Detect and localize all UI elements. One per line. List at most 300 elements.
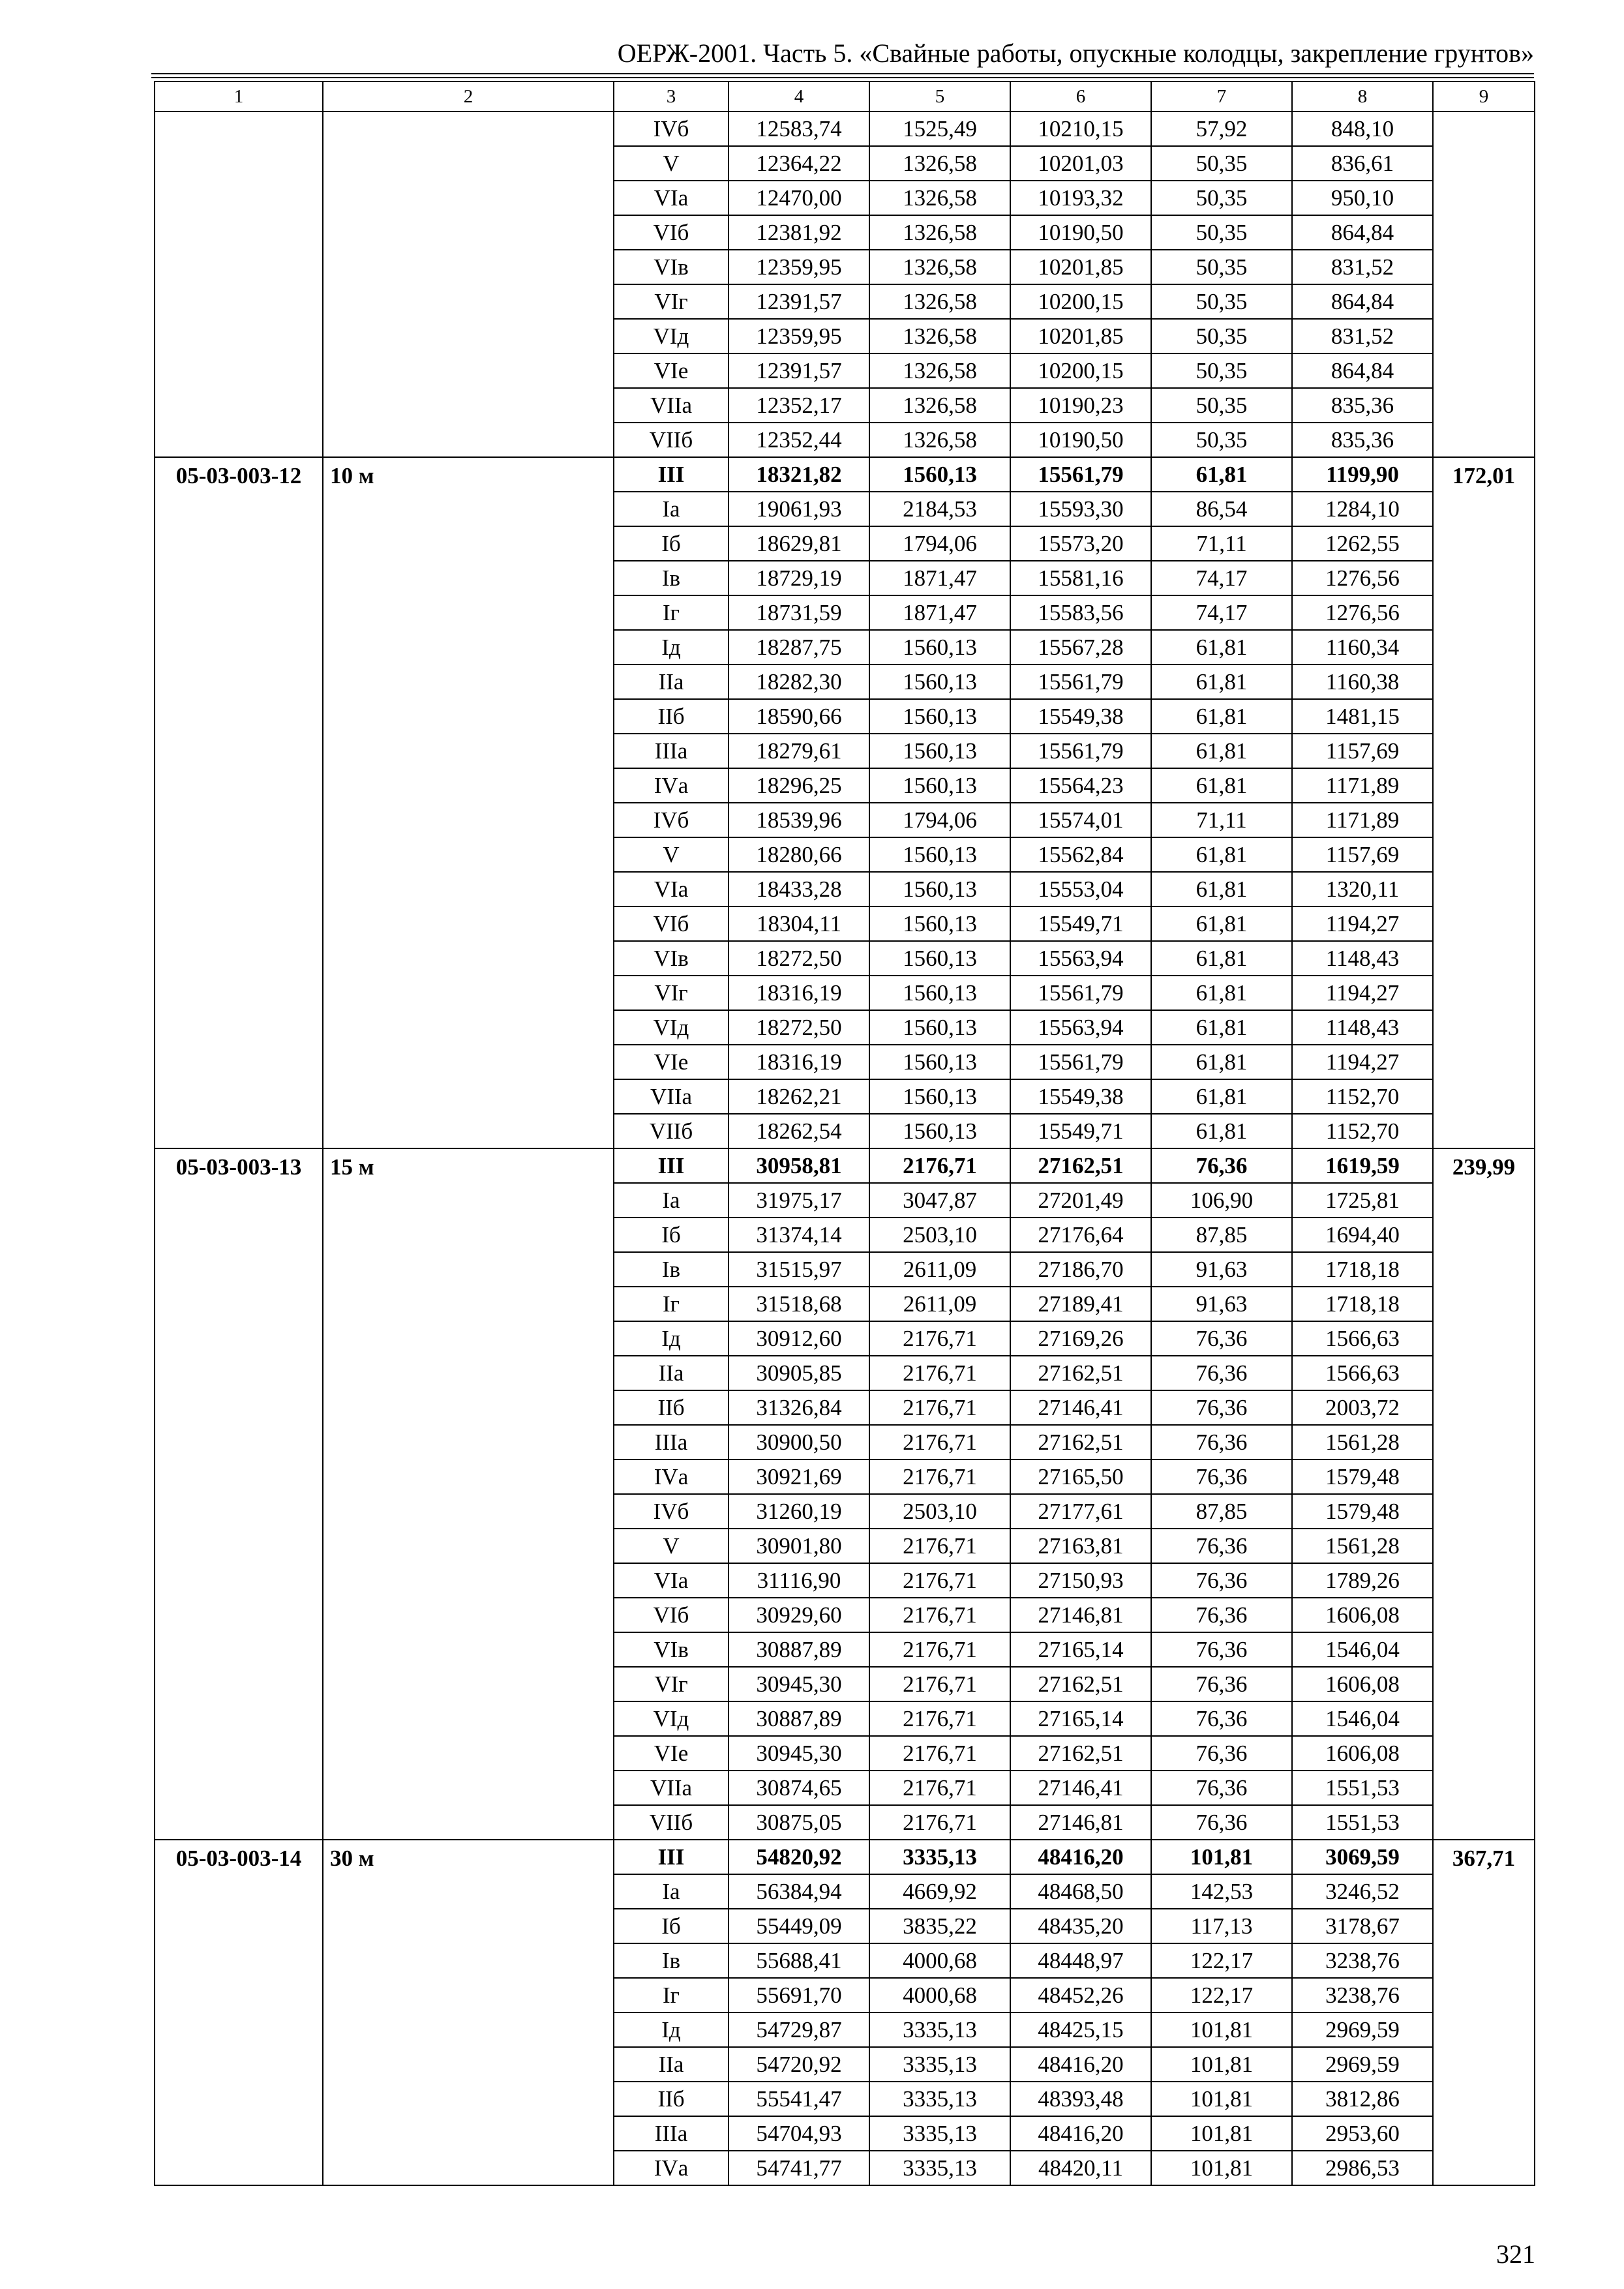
value-cell: 1326,58	[869, 319, 1010, 353]
value-cell: 1566,63	[1292, 1356, 1433, 1390]
page-number: 321	[1496, 2239, 1535, 2269]
value-cell: 76,36	[1151, 1805, 1292, 1840]
value-cell: 15549,71	[1010, 906, 1151, 941]
value-cell: 15549,71	[1010, 1114, 1151, 1148]
value-cell: 1694,40	[1292, 1218, 1433, 1252]
zone-cell: IVб	[614, 1494, 729, 1529]
column-number-cell: 6	[1010, 82, 1151, 112]
value-cell: 50,35	[1151, 284, 1292, 319]
value-cell: 50,35	[1151, 319, 1292, 353]
value-cell: 2176,71	[869, 1390, 1010, 1425]
value-cell: 18729,19	[729, 561, 869, 595]
value-cell: 15567,28	[1010, 630, 1151, 665]
value-cell: 27186,70	[1010, 1252, 1151, 1287]
value-cell: 101,81	[1151, 2151, 1292, 2185]
value-cell: 27146,81	[1010, 1805, 1151, 1840]
value-cell: 1561,28	[1292, 1425, 1433, 1459]
value-cell: 1606,08	[1292, 1667, 1433, 1701]
value-cell: 27162,51	[1010, 1736, 1151, 1771]
page-header-title: ОЕРЖ-2001. Часть 5. «Свайные работы, опускные колодцы, закрепление грунтов»	[617, 38, 1534, 68]
value-cell: 864,84	[1292, 353, 1433, 388]
value-cell: 54741,77	[729, 2151, 869, 2185]
value-cell: 15583,56	[1010, 595, 1151, 630]
rate-name-cell	[323, 112, 614, 457]
value-cell: 30875,05	[729, 1805, 869, 1840]
value-cell: 55449,09	[729, 1909, 869, 1943]
value-cell: 31326,84	[729, 1390, 869, 1425]
value-cell: 30945,30	[729, 1667, 869, 1701]
value-cell: 1326,58	[869, 250, 1010, 284]
value-cell: 27201,49	[1010, 1183, 1151, 1218]
value-cell: 31374,14	[729, 1218, 869, 1252]
value-cell: 61,81	[1151, 941, 1292, 976]
value-cell: 87,85	[1151, 1218, 1292, 1252]
value-cell: 48416,20	[1010, 2047, 1151, 2082]
value-cell: 15562,84	[1010, 837, 1151, 872]
value-cell: 101,81	[1151, 2047, 1292, 2082]
value-cell: 18321,82	[729, 457, 869, 492]
value-cell: 87,85	[1151, 1494, 1292, 1529]
value-cell: 76,36	[1151, 1529, 1292, 1563]
value-cell: 61,81	[1151, 1114, 1292, 1148]
value-cell: 74,17	[1151, 595, 1292, 630]
value-cell: 122,17	[1151, 1978, 1292, 2012]
value-cell: 1262,55	[1292, 526, 1433, 561]
value-cell: 27165,14	[1010, 1701, 1151, 1736]
zone-cell: VIIб	[614, 423, 729, 457]
value-cell: 1157,69	[1292, 734, 1433, 768]
value-cell: 950,10	[1292, 181, 1433, 215]
value-cell: 61,81	[1151, 457, 1292, 492]
value-cell: 55691,70	[729, 1978, 869, 2012]
value-cell: 48448,97	[1010, 1943, 1151, 1978]
value-cell: 76,36	[1151, 1563, 1292, 1598]
value-cell: 12391,57	[729, 284, 869, 319]
value-cell: 2176,71	[869, 1148, 1010, 1183]
value-cell: 76,36	[1151, 1667, 1292, 1701]
value-cell: 1276,56	[1292, 595, 1433, 630]
value-cell: 3335,13	[869, 2151, 1010, 2185]
value-cell: 12359,95	[729, 250, 869, 284]
value-cell: 27162,51	[1010, 1148, 1151, 1183]
value-cell: 12583,74	[729, 112, 869, 146]
value-cell: 101,81	[1151, 2116, 1292, 2151]
value-cell: 54704,93	[729, 2116, 869, 2151]
value-cell: 1320,11	[1292, 872, 1433, 906]
zone-cell: III	[614, 457, 729, 492]
value-cell: 10200,15	[1010, 284, 1151, 319]
zone-cell: VIе	[614, 1045, 729, 1079]
zone-cell: VIа	[614, 872, 729, 906]
value-cell: 3238,76	[1292, 1943, 1433, 1978]
value-cell: 61,81	[1151, 837, 1292, 872]
zone-cell: VIб	[614, 215, 729, 250]
value-cell: 117,13	[1151, 1909, 1292, 1943]
value-cell: 1560,13	[869, 1114, 1010, 1148]
value-cell: 2176,71	[869, 1736, 1010, 1771]
value-cell: 2176,71	[869, 1598, 1010, 1632]
value-cell: 1148,43	[1292, 1010, 1433, 1045]
column-number-cell: 5	[869, 82, 1010, 112]
zone-cell: IIIа	[614, 2116, 729, 2151]
zone-cell: VIв	[614, 250, 729, 284]
value-cell: 55541,47	[729, 2082, 869, 2116]
zone-cell: VIд	[614, 1010, 729, 1045]
zone-cell: Iв	[614, 1943, 729, 1978]
column-number-row	[155, 82, 1535, 112]
value-cell: 1560,13	[869, 1010, 1010, 1045]
value-cell: 76,36	[1151, 1632, 1292, 1667]
value-cell: 15564,23	[1010, 768, 1151, 803]
value-cell: 1871,47	[869, 595, 1010, 630]
value-cell: 1284,10	[1292, 492, 1433, 526]
value-cell: 15549,38	[1010, 699, 1151, 734]
value-cell: 10190,50	[1010, 423, 1151, 457]
value-cell: 18539,96	[729, 803, 869, 837]
value-cell: 10190,23	[1010, 388, 1151, 423]
value-cell: 1326,58	[869, 181, 1010, 215]
value-cell: 30958,81	[729, 1148, 869, 1183]
column-number-cell: 3	[614, 82, 729, 112]
zone-cell: Iб	[614, 526, 729, 561]
column-number-cell: 4	[729, 82, 869, 112]
value-cell: 1194,27	[1292, 976, 1433, 1010]
value-cell: 12470,00	[729, 181, 869, 215]
value-cell: 2176,71	[869, 1425, 1010, 1459]
zone-cell: VIб	[614, 1598, 729, 1632]
value-cell: 1560,13	[869, 837, 1010, 872]
value-cell: 27169,26	[1010, 1321, 1151, 1356]
value-cell: 30887,89	[729, 1701, 869, 1736]
value-cell: 27165,50	[1010, 1459, 1151, 1494]
table-row	[155, 1148, 1535, 1183]
value-cell: 15563,94	[1010, 941, 1151, 976]
value-cell: 1152,70	[1292, 1079, 1433, 1114]
zone-cell: III	[614, 1840, 729, 1874]
value-cell: 61,81	[1151, 665, 1292, 699]
value-cell: 31116,90	[729, 1563, 869, 1598]
value-cell: 74,17	[1151, 561, 1292, 595]
value-cell: 3812,86	[1292, 2082, 1433, 2116]
value-cell: 3069,59	[1292, 1840, 1433, 1874]
zone-cell: IVа	[614, 2151, 729, 2185]
value-cell: 30874,65	[729, 1771, 869, 1805]
value-cell: 2176,71	[869, 1805, 1010, 1840]
value-cell: 48468,50	[1010, 1874, 1151, 1909]
value-cell: 2986,53	[1292, 2151, 1433, 2185]
value-cell: 1148,43	[1292, 941, 1433, 976]
value-cell: 50,35	[1151, 250, 1292, 284]
value-cell: 50,35	[1151, 215, 1292, 250]
value-cell: 2176,71	[869, 1459, 1010, 1494]
value-cell: 835,36	[1292, 388, 1433, 423]
value-cell: 48435,20	[1010, 1909, 1151, 1943]
value-cell: 1560,13	[869, 665, 1010, 699]
column-9-cell: 239,99	[1433, 1148, 1535, 1840]
value-cell: 15561,79	[1010, 734, 1151, 768]
zone-cell: Iа	[614, 1874, 729, 1909]
value-cell: 2969,59	[1292, 2012, 1433, 2047]
value-cell: 12352,17	[729, 388, 869, 423]
value-cell: 61,81	[1151, 872, 1292, 906]
value-cell: 2176,71	[869, 1667, 1010, 1701]
value-cell: 18304,11	[729, 906, 869, 941]
value-cell: 1789,26	[1292, 1563, 1433, 1598]
rate-name-cell: 15 м	[323, 1148, 614, 1840]
value-cell: 10200,15	[1010, 353, 1151, 388]
value-cell: 10201,85	[1010, 319, 1151, 353]
value-cell: 1871,47	[869, 561, 1010, 595]
value-cell: 1560,13	[869, 1045, 1010, 1079]
value-cell: 101,81	[1151, 1840, 1292, 1874]
column-number-cell: 7	[1151, 82, 1292, 112]
value-cell: 30900,50	[729, 1425, 869, 1459]
value-cell: 18731,59	[729, 595, 869, 630]
value-cell: 76,36	[1151, 1356, 1292, 1390]
value-cell: 2176,71	[869, 1563, 1010, 1598]
value-cell: 3335,13	[869, 2047, 1010, 2082]
column-number-cell: 1	[155, 82, 323, 112]
value-cell: 61,81	[1151, 768, 1292, 803]
value-cell: 76,36	[1151, 1425, 1292, 1459]
value-cell: 848,10	[1292, 112, 1433, 146]
value-cell: 18279,61	[729, 734, 869, 768]
value-cell: 831,52	[1292, 250, 1433, 284]
zone-cell: IVа	[614, 1459, 729, 1494]
value-cell: 30887,89	[729, 1632, 869, 1667]
value-cell: 15563,94	[1010, 1010, 1151, 1045]
value-cell: 3178,67	[1292, 1909, 1433, 1943]
value-cell: 91,63	[1151, 1252, 1292, 1287]
value-cell: 76,36	[1151, 1701, 1292, 1736]
value-cell: 76,36	[1151, 1148, 1292, 1183]
value-cell: 50,35	[1151, 181, 1292, 215]
value-cell: 15561,79	[1010, 665, 1151, 699]
value-cell: 1606,08	[1292, 1598, 1433, 1632]
value-cell: 2176,71	[869, 1529, 1010, 1563]
value-cell: 1276,56	[1292, 561, 1433, 595]
value-cell: 2969,59	[1292, 2047, 1433, 2082]
value-cell: 30921,69	[729, 1459, 869, 1494]
zone-cell: VIе	[614, 353, 729, 388]
value-cell: 48452,26	[1010, 1978, 1151, 2012]
value-cell: 2003,72	[1292, 1390, 1433, 1425]
value-cell: 3335,13	[869, 2082, 1010, 2116]
zone-cell: IIIа	[614, 1425, 729, 1459]
value-cell: 54820,92	[729, 1840, 869, 1874]
value-cell: 1326,58	[869, 423, 1010, 457]
rate-code-cell: 05-03-003-14	[155, 1840, 323, 2185]
zone-cell: Iа	[614, 1183, 729, 1218]
table-row	[155, 1840, 1535, 1874]
zone-cell: Iг	[614, 595, 729, 630]
zone-cell: Iб	[614, 1909, 729, 1943]
column-9-cell: 367,71	[1433, 1840, 1535, 2185]
header-rule	[151, 73, 1534, 74]
zone-cell: IIIа	[614, 734, 729, 768]
value-cell: 1718,18	[1292, 1252, 1433, 1287]
value-cell: 1560,13	[869, 906, 1010, 941]
column-number-cell: 9	[1433, 82, 1535, 112]
zone-cell: IVб	[614, 112, 729, 146]
value-cell: 1525,49	[869, 112, 1010, 146]
value-cell: 54720,92	[729, 2047, 869, 2082]
value-cell: 50,35	[1151, 353, 1292, 388]
value-cell: 1326,58	[869, 353, 1010, 388]
zone-cell: IIа	[614, 665, 729, 699]
value-cell: 10193,32	[1010, 181, 1151, 215]
value-cell: 1560,13	[869, 457, 1010, 492]
value-cell: 18433,28	[729, 872, 869, 906]
zone-cell: Iд	[614, 2012, 729, 2047]
value-cell: 76,36	[1151, 1390, 1292, 1425]
value-cell: 18272,50	[729, 1010, 869, 1045]
value-cell: 61,81	[1151, 906, 1292, 941]
value-cell: 31515,97	[729, 1252, 869, 1287]
value-cell: 1326,58	[869, 146, 1010, 181]
value-cell: 15561,79	[1010, 457, 1151, 492]
value-cell: 61,81	[1151, 734, 1292, 768]
value-cell: 55688,41	[729, 1943, 869, 1978]
value-cell: 1619,59	[1292, 1148, 1433, 1183]
value-cell: 48425,15	[1010, 2012, 1151, 2047]
value-cell: 50,35	[1151, 423, 1292, 457]
zone-cell: VIг	[614, 284, 729, 319]
value-cell: 106,90	[1151, 1183, 1292, 1218]
value-cell: 1326,58	[869, 388, 1010, 423]
zone-cell: VIIа	[614, 1771, 729, 1805]
value-cell: 15574,01	[1010, 803, 1151, 837]
value-cell: 27189,41	[1010, 1287, 1151, 1321]
zone-cell: Iв	[614, 1252, 729, 1287]
value-cell: 2176,71	[869, 1771, 1010, 1805]
value-cell: 1579,48	[1292, 1459, 1433, 1494]
value-cell: 101,81	[1151, 2082, 1292, 2116]
value-cell: 1561,28	[1292, 1529, 1433, 1563]
zone-cell: V	[614, 146, 729, 181]
value-cell: 2176,71	[869, 1321, 1010, 1356]
value-cell: 2184,53	[869, 492, 1010, 526]
value-cell: 27162,51	[1010, 1425, 1151, 1459]
zone-cell: VIIа	[614, 1079, 729, 1114]
value-cell: 2503,10	[869, 1494, 1010, 1529]
value-cell: 27150,93	[1010, 1563, 1151, 1598]
zone-cell: IIа	[614, 2047, 729, 2082]
zone-cell: VIд	[614, 319, 729, 353]
value-cell: 2503,10	[869, 1218, 1010, 1252]
value-cell: 27162,51	[1010, 1356, 1151, 1390]
value-cell: 15593,30	[1010, 492, 1151, 526]
value-cell: 1194,27	[1292, 906, 1433, 941]
zone-cell: VIв	[614, 941, 729, 976]
value-cell: 18316,19	[729, 976, 869, 1010]
value-cell: 18296,25	[729, 768, 869, 803]
value-cell: 27162,51	[1010, 1667, 1151, 1701]
value-cell: 1560,13	[869, 699, 1010, 734]
value-cell: 76,36	[1151, 1736, 1292, 1771]
value-cell: 1560,13	[869, 630, 1010, 665]
value-cell: 18262,21	[729, 1079, 869, 1114]
zone-cell: Iг	[614, 1978, 729, 2012]
value-cell: 48420,11	[1010, 2151, 1151, 2185]
value-cell: 30929,60	[729, 1598, 869, 1632]
value-cell: 101,81	[1151, 2012, 1292, 2047]
rate-name-cell: 10 м	[323, 457, 614, 1148]
value-cell: 61,81	[1151, 1010, 1292, 1045]
zone-cell: VIIб	[614, 1114, 729, 1148]
value-cell: 76,36	[1151, 1459, 1292, 1494]
value-cell: 1606,08	[1292, 1736, 1433, 1771]
value-cell: 1481,15	[1292, 699, 1433, 734]
zone-cell: Iб	[614, 1218, 729, 1252]
value-cell: 4000,68	[869, 1943, 1010, 1978]
value-cell: 18316,19	[729, 1045, 869, 1079]
value-cell: 48416,20	[1010, 2116, 1151, 2151]
value-cell: 31518,68	[729, 1287, 869, 1321]
value-cell: 27163,81	[1010, 1529, 1151, 1563]
value-cell: 76,36	[1151, 1771, 1292, 1805]
value-cell: 3835,22	[869, 1909, 1010, 1943]
value-cell: 71,11	[1151, 803, 1292, 837]
value-cell: 1171,89	[1292, 768, 1433, 803]
value-cell: 18282,30	[729, 665, 869, 699]
zone-cell: IVа	[614, 768, 729, 803]
value-cell: 18629,81	[729, 526, 869, 561]
value-cell: 1171,89	[1292, 803, 1433, 837]
rates-table	[154, 81, 1535, 2186]
header-rule	[151, 77, 1534, 78]
value-cell: 30901,80	[729, 1529, 869, 1563]
zone-cell: VIа	[614, 1563, 729, 1598]
value-cell: 30945,30	[729, 1736, 869, 1771]
value-cell: 57,92	[1151, 112, 1292, 146]
value-cell: 1718,18	[1292, 1287, 1433, 1321]
zone-cell: VIа	[614, 181, 729, 215]
zone-cell: Iв	[614, 561, 729, 595]
zone-cell: Iд	[614, 630, 729, 665]
value-cell: 48393,48	[1010, 2082, 1151, 2116]
value-cell: 831,52	[1292, 319, 1433, 353]
value-cell: 1560,13	[869, 768, 1010, 803]
value-cell: 2953,60	[1292, 2116, 1433, 2151]
value-cell: 3238,76	[1292, 1978, 1433, 2012]
value-cell: 61,81	[1151, 699, 1292, 734]
value-cell: 1579,48	[1292, 1494, 1433, 1529]
value-cell: 10210,15	[1010, 112, 1151, 146]
value-cell: 1560,13	[869, 941, 1010, 976]
value-cell: 10201,03	[1010, 146, 1151, 181]
value-cell: 1199,90	[1292, 457, 1433, 492]
zone-cell: VIд	[614, 1701, 729, 1736]
column-9-cell: 172,01	[1433, 457, 1535, 1148]
value-cell: 1546,04	[1292, 1701, 1433, 1736]
value-cell: 12364,22	[729, 146, 869, 181]
value-cell: 1560,13	[869, 1079, 1010, 1114]
value-cell: 12352,44	[729, 423, 869, 457]
zone-cell: VIг	[614, 976, 729, 1010]
value-cell: 12381,92	[729, 215, 869, 250]
value-cell: 61,81	[1151, 976, 1292, 1010]
value-cell: 27165,14	[1010, 1632, 1151, 1667]
value-cell: 2176,71	[869, 1632, 1010, 1667]
value-cell: 10190,50	[1010, 215, 1151, 250]
zone-cell: Iа	[614, 492, 729, 526]
value-cell: 15561,79	[1010, 1045, 1151, 1079]
value-cell: 19061,93	[729, 492, 869, 526]
value-cell: 1794,06	[869, 526, 1010, 561]
zone-cell: IIб	[614, 2082, 729, 2116]
value-cell: 10201,85	[1010, 250, 1151, 284]
